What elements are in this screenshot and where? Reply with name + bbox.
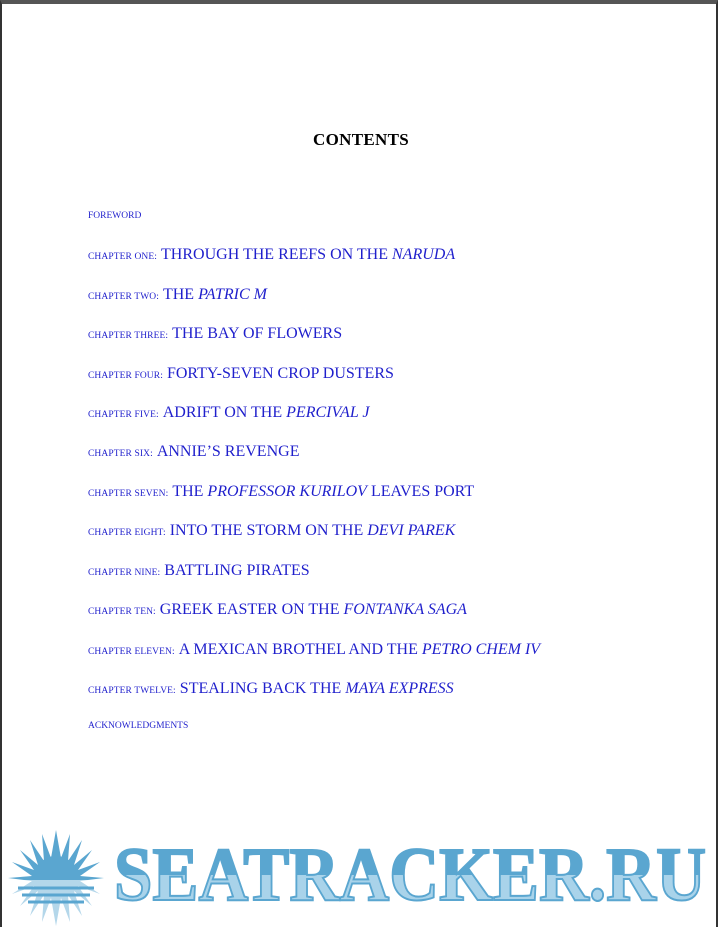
toc-link-chapter-12[interactable] xyxy=(88,680,454,698)
chapter-number: CHAPTER FOUR: xyxy=(88,371,163,381)
chapter-title: STEALING BACK THE MAYA EXPRESS xyxy=(179,680,454,697)
chapter-number: CHAPTER FIVE: xyxy=(88,410,159,420)
toc-link-chapter-11[interactable] xyxy=(88,641,540,659)
sun-icon xyxy=(4,828,108,927)
toc-link-chapter-6[interactable] xyxy=(88,443,299,461)
chapter-title: ANNIE’S REVENGE xyxy=(156,443,300,460)
toc-link-chapter-8[interactable] xyxy=(88,522,455,540)
chapter-number: CHAPTER SEVEN: xyxy=(88,489,169,499)
chapter-number: CHAPTER NINE: xyxy=(88,568,161,578)
chapter-title: THE BAY OF FLOWERS xyxy=(172,325,343,342)
toc-link-chapter-9[interactable] xyxy=(88,562,310,580)
watermark xyxy=(2,824,718,927)
chapter-title: GREEK EASTER ON THE FONTANKA SAGA xyxy=(159,601,467,618)
chapter-title: THE PROFESSOR KURILOV LEAVES PORT xyxy=(172,483,475,500)
chapter-number: CHAPTER TWO: xyxy=(88,292,159,302)
toc-link-chapter-1[interactable] xyxy=(88,246,455,264)
toc-link-chapter-3[interactable] xyxy=(88,325,342,343)
toc-link-acknowledgments[interactable]: ACKNOWLEDGMENTS xyxy=(88,721,189,731)
watermark-logo xyxy=(112,828,712,918)
page-title: CONTENTS xyxy=(313,130,409,149)
chapter-title: THE PATRIC M xyxy=(162,286,267,303)
toc-link-chapter-2[interactable] xyxy=(88,286,267,304)
chapter-title: THROUGH THE REEFS ON THE NARUDA xyxy=(161,246,456,263)
toc-link-foreword[interactable]: FOREWORD xyxy=(88,211,142,221)
chapter-number: CHAPTER ELEVEN: xyxy=(88,647,175,657)
toc-link-chapter-4[interactable] xyxy=(88,365,394,383)
toc-link-chapter-7[interactable] xyxy=(88,483,474,501)
chapter-number: CHAPTER TEN: xyxy=(88,607,156,617)
chapter-number: CHAPTER ONE: xyxy=(88,252,158,262)
toc-link-chapter-5[interactable] xyxy=(88,404,370,422)
chapter-title: FORTY-SEVEN CROP DUSTERS xyxy=(166,365,394,382)
chapter-number: CHAPTER EIGHT: xyxy=(88,528,166,538)
svg-text:SEATRACKER.RU: SEATRACKER.RU xyxy=(114,833,706,917)
toc-link-chapter-10[interactable] xyxy=(88,601,467,619)
chapter-number: CHAPTER TWELVE: xyxy=(88,686,176,696)
chapter-number: CHAPTER SIX: xyxy=(88,449,153,459)
chapter-title: INTO THE STORM ON THE DEVI PAREK xyxy=(169,522,456,539)
chapter-number: CHAPTER THREE: xyxy=(88,331,169,341)
chapter-title: ADRIFT ON THE PERCIVAL J xyxy=(162,404,370,421)
chapter-title: BATTLING PIRATES xyxy=(164,562,310,579)
chapter-title: A MEXICAN BROTHEL AND THE PETRO CHEM IV xyxy=(178,641,541,658)
